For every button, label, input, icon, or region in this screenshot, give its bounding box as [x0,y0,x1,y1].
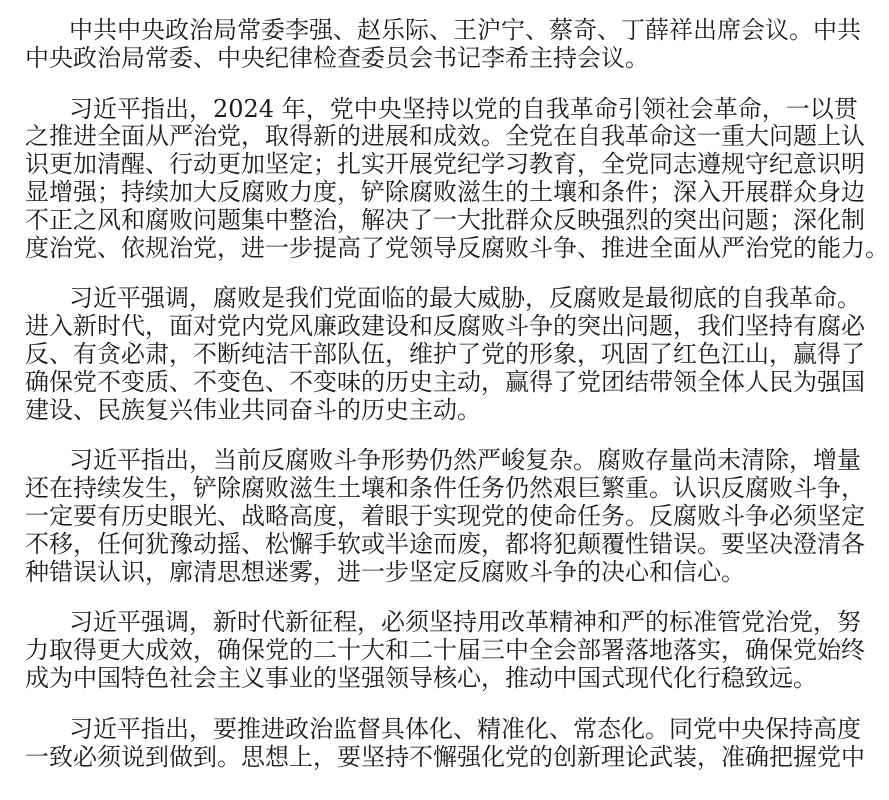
paragraph-line: 一致必须说到做到。思想上，要坚持不懈强化党的创新理论武装，准确把握党中 [25,742,865,771]
paragraph [25,608,865,692]
paragraph-line: 之推进全面从严治党，取得新的进展和成效。全党在自我革命这一重大问题上认 [25,122,865,151]
paragraph-line: 习近平强调，新时代新征程，必须坚持用改革精神和严的标准管党治党，努 [69,608,861,637]
paragraph-line: 一定要有历史眼光、战略高度，着眼于实现党的使命任务。反腐败斗争必须坚定 [25,501,865,530]
paragraph [25,16,861,73]
paragraph-line: 进入新时代，面对党内党风廉政建设和反腐败斗争的突出问题，我们坚持有腐必 [25,312,865,341]
paragraph-line: 显增强；持续加大反腐败力度，铲除腐败滋生的土壤和条件；深入开展群众身边 [25,177,865,206]
paragraph-line: 习近平指出，要推进政治监督具体化、精准化、常态化。同党中央保持高度 [69,714,861,743]
paragraph-line: 种错误认识，廓清思想迷雾，进一步坚定反腐败斗争的决心和信心。 [25,557,745,586]
document-body [25,16,889,794]
paragraph-line: 习近平强调，腐败是我们党面临的最大威胁，反腐败是最彻底的自我革命。 [69,284,861,313]
paragraph [25,446,865,586]
paragraph-line: 还在持续发生，铲除腐败滋生土壤和条件任务仍然艰巨繁重。认识反腐败斗争， [25,474,865,503]
paragraph-line: 习近平指出，2024 年，党中央坚持以党的自我革命引领社会革命，一以贯 [69,94,858,123]
paragraph-line: 建设、民族复兴伟业共同奋斗的历史主动。 [25,395,481,424]
paragraph [25,714,865,772]
paragraph [25,94,889,263]
paragraph-line: 度治党、依规治党，进一步提高了党领导反腐败斗争、推进全面从严治党的能力。 [25,233,889,262]
paragraph-line: 成为中国特色社会主义事业的坚强领导核心，推动中国式现代化行稳致远。 [25,663,817,692]
paragraph-line: 反、有贪必肃，不断纯洁干部队伍，维护了党的形象，巩固了红色江山，赢得了 [25,339,865,368]
paragraph-line: 不移，任何犹豫动摇、松懈手软或半途而废，都将犯颠覆性错误。要坚决澄清各 [25,529,865,558]
paragraph-line: 中共中央政治局常委李强、赵乐际、王沪宁、蔡奇、丁薛祥出席会议。中共 [69,16,861,44]
paragraph-line: 习近平指出，当前反腐败斗争形势仍然严峻复杂。腐败存量尚未清除，增量 [69,446,861,475]
paragraph-line: 不正之风和腐败问题集中整治，解决了一大批群众反映强烈的突出问题；深化制 [25,205,865,234]
paragraph-line: 确保党不变质、不变色、不变味的历史主动，赢得了党团结带领全体人民为强国 [25,367,865,396]
paragraph [25,284,865,424]
paragraph-line: 中央政治局常委、中央纪律检查委员会书记李希主持会议。 [25,43,649,72]
paragraph-line: 力取得更大成效，确保党的二十大和二十届三中全会部署落地落实，确保党始终 [25,636,865,665]
paragraph-line: 识更加清醒、行动更加坚定；扎实开展党纪学习教育，全党同志遵规守纪意识明 [25,150,865,179]
